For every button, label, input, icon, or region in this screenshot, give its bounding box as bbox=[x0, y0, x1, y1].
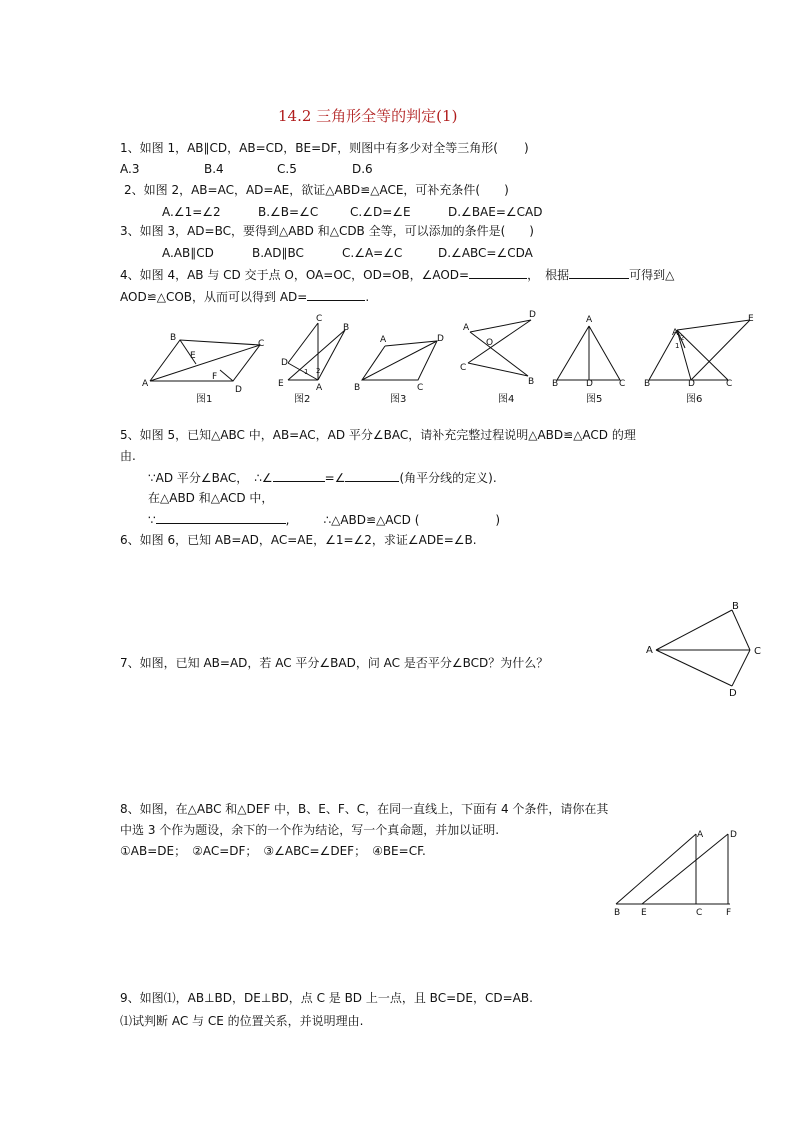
svg-text:B: B bbox=[354, 383, 361, 393]
svg-text:A: A bbox=[380, 335, 387, 345]
svg-text:B: B bbox=[528, 377, 535, 387]
q8-line2: 中选 3 个作为题设，余下的一个作为结论，写一个真命题，并加以证明. bbox=[120, 823, 500, 837]
q4-blank-1 bbox=[469, 266, 527, 279]
q3-option-d: D.∠ABC=∠CDA bbox=[438, 246, 533, 260]
svg-text:O: O bbox=[486, 338, 494, 348]
q4-line2-b: . bbox=[365, 290, 370, 304]
q3-option-b: B.AD∥BC bbox=[252, 246, 304, 260]
svg-text:E: E bbox=[190, 351, 196, 361]
svg-text:D: D bbox=[688, 379, 695, 389]
q7-figure bbox=[640, 598, 770, 700]
svg-text:B: B bbox=[170, 333, 177, 343]
q4-line1-c: 可得到△ bbox=[629, 268, 675, 282]
q4-blank-2 bbox=[569, 266, 629, 279]
figure-1-caption: 图1 bbox=[196, 394, 213, 405]
q9-line2: ⑴试判断 AC 与 CE 的位置关系，并说明理由. bbox=[120, 1014, 364, 1028]
svg-text:E: E bbox=[748, 314, 754, 324]
q2-text: 2、如图 2，AB=AC，AD=AE，欲证△ABD≌△ACE，可补充条件( ) bbox=[124, 183, 509, 197]
svg-text:E: E bbox=[278, 379, 284, 389]
svg-text:B: B bbox=[552, 379, 559, 389]
svg-text:C: C bbox=[754, 646, 761, 657]
figure-6-caption: 图6 bbox=[686, 394, 703, 405]
q5-blank-1 bbox=[273, 469, 325, 482]
svg-text:A: A bbox=[463, 323, 470, 333]
figure-5 bbox=[557, 326, 620, 380]
figure-4-caption: 图4 bbox=[498, 394, 515, 405]
figure-3 bbox=[362, 341, 437, 380]
q4-line1-b: ， 根据 bbox=[527, 268, 570, 282]
svg-text:D: D bbox=[529, 310, 536, 320]
svg-text:F: F bbox=[212, 372, 218, 382]
svg-text:D: D bbox=[730, 830, 737, 840]
q8-line3: ①AB=DE； ②AC=DF； ③∠ABC=∠DEF； ④BE=CF. bbox=[120, 844, 426, 858]
q1-option-b: B.4 bbox=[204, 162, 224, 176]
svg-text:2: 2 bbox=[680, 334, 685, 342]
figure-2-caption: 图2 bbox=[294, 394, 311, 405]
svg-text:A: A bbox=[646, 645, 653, 656]
svg-text:B: B bbox=[732, 601, 739, 612]
q5-line4: 在△ABD 和△ACD 中， bbox=[148, 491, 274, 505]
svg-text:B: B bbox=[644, 379, 651, 389]
q3-text: 3、如图 3，AD=BC，要得到△ABD 和△CDB 全等，可以添加的条件是( ) bbox=[120, 224, 534, 238]
svg-text:E: E bbox=[641, 908, 647, 918]
q5-line5-d: ) bbox=[495, 513, 501, 527]
q2-option-b: B.∠B=∠C bbox=[258, 205, 319, 219]
svg-text:A: A bbox=[316, 383, 323, 393]
svg-text:2: 2 bbox=[316, 367, 321, 375]
svg-text:A: A bbox=[697, 830, 704, 840]
svg-text:D: D bbox=[281, 358, 288, 368]
q1-option-d: D.6 bbox=[352, 162, 373, 176]
q1-option-c: C.5 bbox=[277, 162, 297, 176]
q1-stem: 1、如图 1，AB∥CD，AB=CD，BE=DF，则图中有多少对全等三角形( bbox=[120, 141, 498, 155]
q1-option-a: A.3 bbox=[120, 162, 140, 176]
q4-line2 bbox=[120, 288, 369, 305]
svg-text:A: A bbox=[586, 315, 593, 325]
svg-text:D: D bbox=[235, 385, 242, 395]
q5-line3 bbox=[148, 469, 497, 486]
q1-text bbox=[120, 140, 529, 156]
svg-text:D: D bbox=[437, 334, 444, 344]
figure-6 bbox=[649, 320, 750, 380]
svg-text:F: F bbox=[726, 908, 732, 918]
q5-blank-2 bbox=[345, 469, 399, 482]
figure-3-caption: 图3 bbox=[390, 394, 407, 405]
q5-line3-b: =∠ bbox=[324, 471, 346, 485]
svg-text:B: B bbox=[614, 908, 621, 918]
svg-text:1: 1 bbox=[304, 368, 309, 376]
q3-option-a: A.AB∥CD bbox=[162, 246, 214, 260]
q5-line5 bbox=[148, 511, 500, 528]
q5-line2: 由. bbox=[120, 449, 136, 463]
q9-line1: 9、如图⑴，AB⊥BD，DE⊥BD，点 C 是 BD 上一点，且 BC=DE，CD=AB. bbox=[120, 991, 533, 1005]
q5-line5-b: , bbox=[285, 513, 290, 527]
svg-text:C: C bbox=[619, 379, 626, 389]
svg-text:D: D bbox=[729, 688, 737, 699]
q8-figure bbox=[606, 824, 746, 920]
svg-text:C: C bbox=[696, 908, 703, 918]
q6-text: 6、如图 6，已知 AB=AD，AC=AE，∠1=∠2，求证∠ADE=∠B. bbox=[120, 533, 477, 547]
svg-text:C: C bbox=[258, 339, 265, 349]
page-title: 14.2 三角形全等的判定(1) bbox=[278, 107, 458, 125]
svg-text:1: 1 bbox=[675, 342, 680, 350]
q5-line5-a: ∵ bbox=[148, 513, 156, 527]
figure-5-caption: 图5 bbox=[586, 394, 603, 405]
svg-text:D: D bbox=[586, 379, 593, 389]
q5-line5-c: ∴△ABD≌△ACD ( bbox=[323, 513, 420, 527]
q8-line1: 8、如图，在△ABC 和△DEF 中，B、E、F、C，在同一直线上，下面有 4 个条件，请你在其 bbox=[120, 802, 609, 816]
svg-text:C: C bbox=[316, 314, 323, 324]
svg-text:C: C bbox=[417, 383, 424, 393]
q5-blank-3 bbox=[156, 511, 286, 524]
svg-text:C: C bbox=[460, 363, 467, 373]
q2-option-a: A.∠1=∠2 bbox=[162, 205, 221, 219]
svg-text:A: A bbox=[672, 328, 679, 338]
q2-option-c: C.∠D=∠E bbox=[350, 205, 411, 219]
svg-text:C: C bbox=[726, 379, 733, 389]
svg-text:B: B bbox=[343, 323, 350, 333]
q5-line1: 5、如图 5，已知△ABC 中，AB=AC，AD 平分∠BAC，请补充完整过程说明△ABD≌△ACD 的理 bbox=[120, 428, 636, 442]
q3-option-c: C.∠A=∠C bbox=[342, 246, 403, 260]
q2-option-d: D.∠BAE=∠CAD bbox=[448, 205, 543, 219]
q5-line3-c: (角平分线的定义). bbox=[399, 471, 497, 485]
q1-close: ) bbox=[523, 141, 529, 155]
q7-text: 7、如图，已知 AB=AD，若 AC 平分∠BAD，问 AC 是否平分∠BCD？为什么？ bbox=[120, 656, 549, 670]
svg-text:A: A bbox=[142, 379, 149, 389]
figures-row bbox=[140, 308, 780, 410]
q4-line1-a: 4、如图 4，AB 与 CD 交于点 O，OA=OC，OD=OB，∠AOD= bbox=[120, 268, 470, 282]
q4-blank-3 bbox=[307, 288, 365, 301]
figure-4 bbox=[468, 320, 531, 376]
q4-line1 bbox=[120, 266, 674, 283]
figure-1 bbox=[150, 340, 260, 381]
q5-line3-a: ∵AD 平分∠BAC， ∴∠ bbox=[148, 471, 273, 485]
q4-line2-a: AOD≌△COB，从而可以得到 AD= bbox=[120, 290, 308, 304]
